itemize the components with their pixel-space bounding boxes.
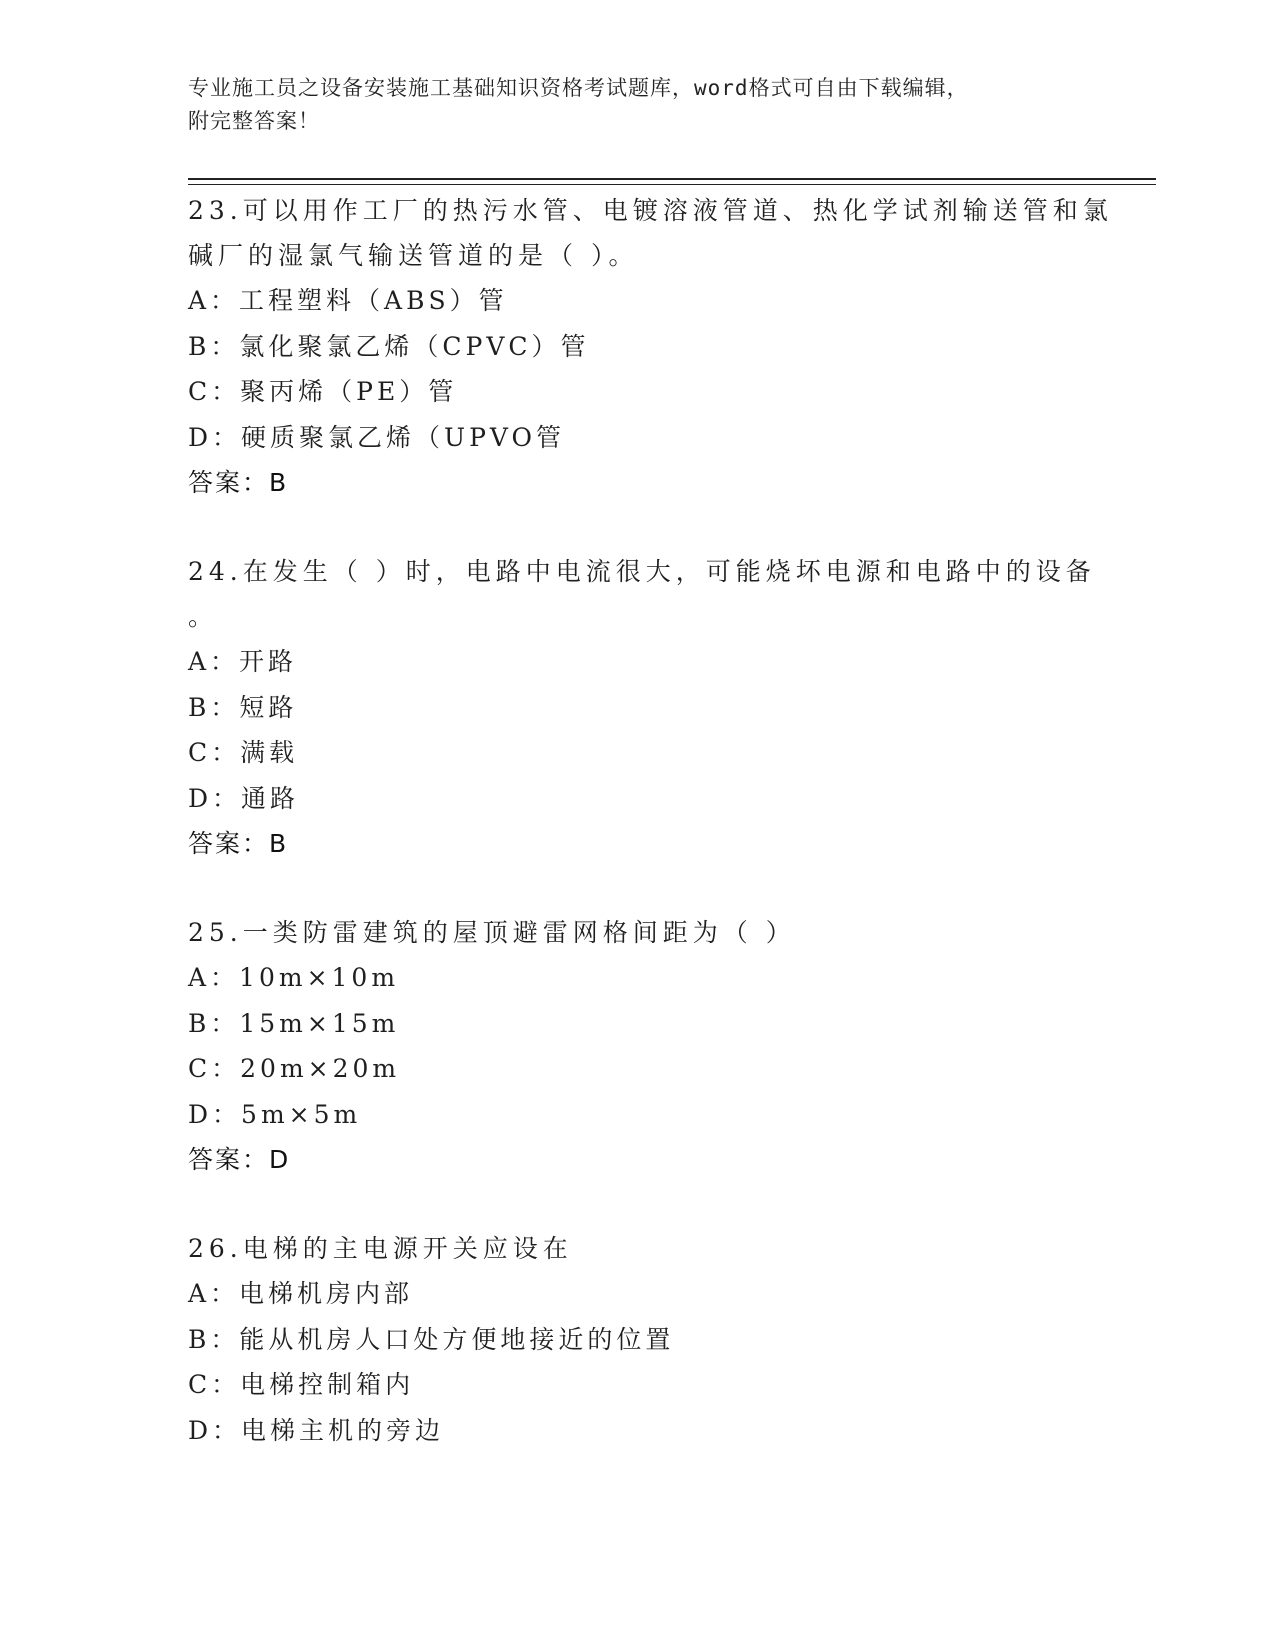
question-stem-line: 碱厂的湿氯气输送管道的是（ ）。 [188,241,639,270]
question-stem-line: 25.一类防雷建筑的屋顶避雷网格间距为（ ） [188,918,796,947]
question-stem-line: 24.在发生（ ）时，电路中电流很大，可能烧坏电源和电路中的设备 [188,557,1096,586]
option-b: B：能从机房人口处方便地接近的位置 [188,1324,675,1354]
option-c: C：满载 [188,738,299,767]
answer-label: 答案：D [188,1145,291,1174]
option-d: D：5m×5m [188,1099,362,1129]
option-a: A：开路 [188,647,298,676]
question-stem-line: 23.可以用作工厂的热污水管、电镀溶液管道、热化学试剂输送管和氯 [188,196,1113,225]
header-divider [188,178,1156,185]
answer-label: 答案：B [188,468,289,497]
option-b: B：氯化聚氯乙烯（CPVC）管 [188,331,590,361]
option-c: C：20m×20m [188,1054,401,1083]
option-c: C：电梯控制箱内 [188,1370,415,1399]
option-a: A：工程塑料（ABS）管 [188,286,508,315]
option-c: C：聚丙烯（PE）管 [188,377,458,406]
question-24 [188,549,1168,866]
header-line-1: 专业施工员之设备安装施工基础知识资格考试题库，word格式可自由下载编辑， [188,76,969,100]
option-a: A：10m×10m [188,963,400,992]
question-list [188,188,1168,1453]
option-b: B：15m×15m [188,1008,400,1038]
question-23 [188,188,1168,505]
document-header [188,72,1088,138]
question-25 [188,910,1168,1182]
option-b: B：短路 [188,692,298,722]
option-d: D：硬质聚氯乙烯（UPVO管 [188,422,566,452]
answer-label: 答案：B [188,829,289,858]
question-stem-line: 。 [188,602,219,631]
question-stem-line: 26.电梯的主电源开关应设在 [188,1234,573,1263]
header-line-2: 附完整答案！ [188,109,320,133]
option-a: A：电梯机房内部 [188,1279,414,1308]
option-d: D：电梯主机的旁边 [188,1415,445,1445]
option-d: D：通路 [188,783,300,813]
question-26 [188,1226,1168,1453]
